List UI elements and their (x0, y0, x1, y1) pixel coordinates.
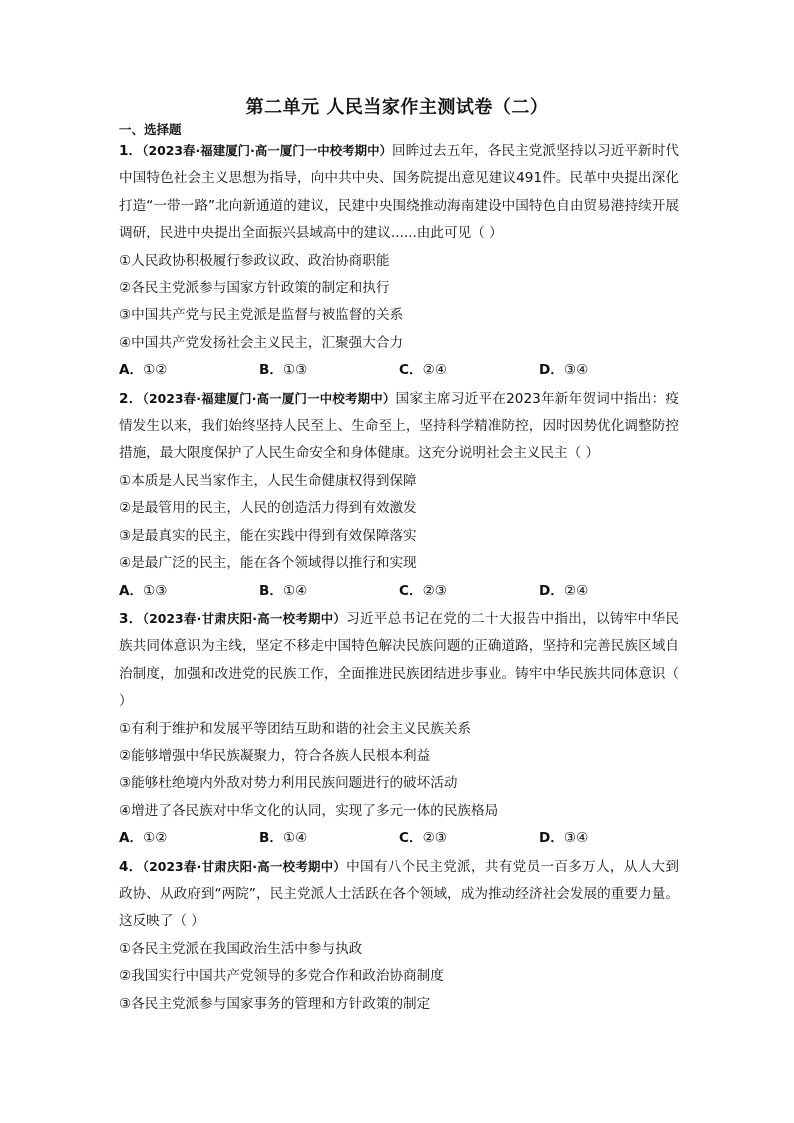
question-stem (119, 605, 679, 716)
choice-b[interactable]: B．①④ (259, 830, 308, 847)
statement-3: ③各民主党派参与国家事务的管理和方针政策的制定 (119, 995, 431, 1012)
answer-choices (119, 825, 679, 852)
answer-choices (119, 578, 679, 605)
question-number: 2． (119, 390, 143, 407)
question-stem (119, 137, 679, 248)
statement-2: ②是最管用的民主，人民的创造活力得到有效激发 (119, 500, 417, 517)
question-3 (119, 605, 679, 853)
question-number: 1． (119, 143, 143, 159)
question-text: 习近平总书记在党的二十大报告中指出，以铸牢中华民族共同体意识为主线，坚定不移走中国特色解决民族问题的正确道路，坚持和完善民族区域自治制度，加强和改进党的民族工作，全面推进民族团结进步事业。铸牢中华民族共同体意识（ ） (119, 610, 680, 710)
statement-4: ④是最广泛的民主，能在各个领域得以推行和实现 (119, 555, 417, 572)
question-2 (119, 385, 679, 605)
section-heading: 一、选择题 (119, 122, 182, 137)
statement-4: ④增进了各民族对中华文化的认同，实现了多元一体的民族格局 (119, 802, 499, 819)
choice-b[interactable]: B．①③ (259, 362, 308, 379)
choice-c[interactable]: C．②③ (399, 830, 447, 847)
choice-b[interactable]: B．①④ (259, 582, 308, 599)
question-4 (119, 853, 679, 1018)
question-text: 回眸过去五年，各民主党派坚持以习近平新时代中国特色社会主义思想为指导，向中共中央、国务院提出意见建议491件。民革中央提出深化打造“一带一路”北向新通道的建议，民建中央围绕推动海南建设中国特色自由贸易港持续开展调研，民进中央提出全面振兴县域高中的建议......由此可见（ ） (119, 143, 679, 242)
statement-1: ①本质是人民当家作主，人民生命健康权得到保障 (119, 472, 417, 489)
question-number: 3． (119, 610, 143, 627)
statement-2: ②各民主党派参与国家方针政策的制定和执行 (119, 280, 390, 297)
question-stem (119, 385, 679, 468)
answer-choices (119, 357, 679, 384)
choice-c[interactable]: C．②③ (399, 582, 447, 599)
question-source: （2023春·甘肃庆阳·高一校考期中） (142, 610, 347, 626)
statement-4: ④中国共产党发扬社会主义民主，汇聚强大合力 (119, 334, 404, 351)
question-list (119, 137, 679, 1018)
choice-d[interactable]: D．③④ (539, 830, 589, 847)
choice-a[interactable]: A．①② (119, 362, 168, 379)
question-source: （2023春·甘肃庆阳·高一校考期中） (142, 858, 347, 874)
question-number: 4． (119, 858, 143, 875)
question-stem (119, 853, 679, 936)
statement-2: ②我国实行中国共产党领导的多党合作和政治协商制度 (119, 968, 444, 985)
choice-c[interactable]: C．②④ (399, 362, 447, 379)
choice-a[interactable]: A．①② (119, 830, 168, 847)
question-source: （2023春·福建厦门·高一厦门一中校考期中） (142, 390, 396, 406)
statement-3: ③中国共产党与民主党派是监督与被监督的关系 (119, 307, 404, 324)
statement-1: ①人民政协积极履行参政议政、政治协商职能 (119, 252, 390, 269)
statement-3: ③是最真实的民主，能在实践中得到有效保障落实 (119, 527, 417, 544)
question-text: 中国有八个民主党派，共有党员一百多万人，从人大到政协、从政府到“两院”，民主党派人士活跃在各个领域，成为推动经济社会发展的重要力量。这反映了（ ） (119, 858, 680, 930)
page-title: 第二单元 人民当家作主测试卷（二） (245, 97, 549, 118)
question-1 (119, 137, 679, 385)
statement-3: ③能够杜绝境内外敌对势力利用民族问题进行的破坏活动 (119, 775, 458, 792)
choice-d[interactable]: D．③④ (539, 362, 589, 379)
statement-1: ①有利于维护和发展平等团结互助和谐的社会主义民族关系 (119, 720, 472, 737)
question-text: 国家主席习近平在2023年新年贺词中指出：疫情发生以来，我们始终坚持人民至上、生命至上，坚持科学精准防控，因时因势优化调整防控措施，最大限度保护了人民生命安全和身体健康。这充分说明社会主义民主（ ） (119, 390, 680, 462)
question-source: （2023春·福建厦门·高一厦门一中校考期中） (142, 143, 393, 158)
choice-d[interactable]: D．②④ (539, 582, 589, 599)
statement-1: ①各民主党派在我国政治生活中参与执政 (119, 940, 363, 957)
statement-2: ②能够增强中华民族凝聚力，符合各族人民根本利益 (119, 747, 431, 764)
choice-a[interactable]: A．①③ (119, 582, 168, 599)
